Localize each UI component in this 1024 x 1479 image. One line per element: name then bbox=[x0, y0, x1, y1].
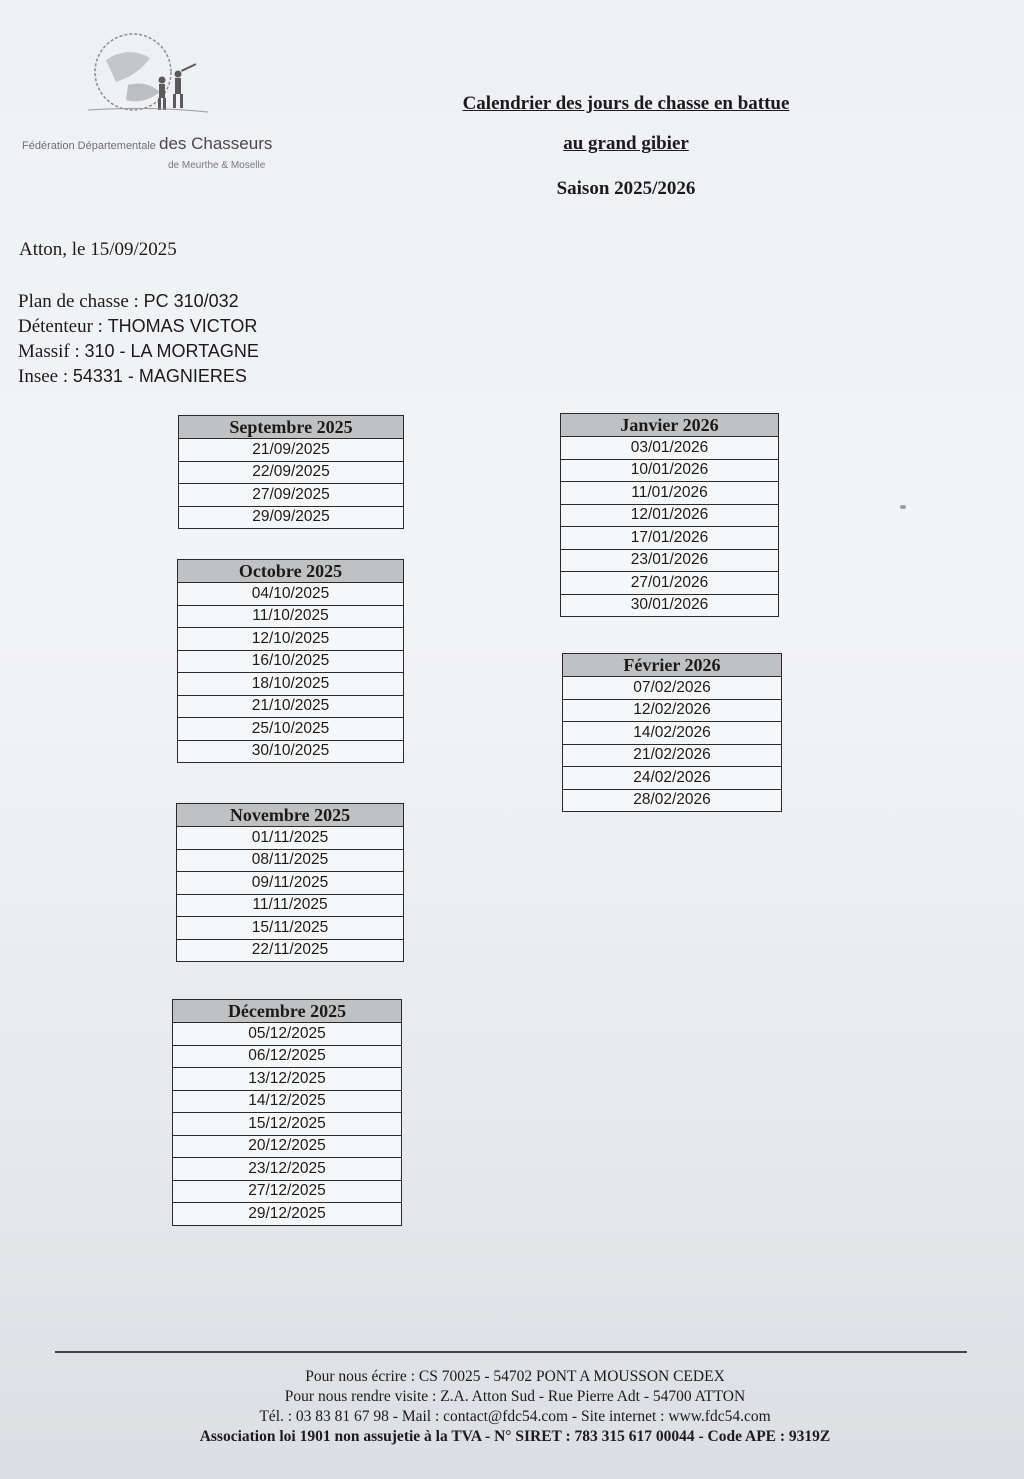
plan-row bbox=[18, 289, 259, 314]
month-header: Novembre 2025 bbox=[177, 804, 404, 827]
month-header: Octobre 2025 bbox=[178, 560, 404, 583]
hunt-date: 11/01/2026 bbox=[561, 482, 779, 505]
footer-phone-mail-web: Tél. : 03 83 81 67 98 - Mail : contact@fdc54.com - Site internet : www.fdc54.com bbox=[259, 1408, 771, 1425]
massif-label: Massif : bbox=[18, 341, 80, 362]
footer-visit-address: Pour nous rendre visite : Z.A. Atton Sud - Rue Pierre Adt - 54700 ATTON bbox=[284, 1388, 746, 1405]
plan-label: Plan de chasse : bbox=[18, 291, 139, 312]
hunt-date: 12/01/2026 bbox=[561, 504, 779, 527]
hunt-date: 30/10/2025 bbox=[178, 740, 404, 763]
document-subtitle: au grand gibier bbox=[563, 133, 689, 154]
month-table-february bbox=[562, 653, 782, 812]
hunt-date: 22/11/2025 bbox=[177, 939, 404, 962]
footer-legal-info: Association loi 1901 non assujetie à la TVA - N° SIRET : 783 315 617 00044 - Code APE : 9319Z bbox=[199, 1428, 831, 1445]
month-table-october bbox=[177, 559, 404, 763]
hunt-date: 07/02/2026 bbox=[563, 677, 782, 700]
insee-value: 54331 - MAGNIERES bbox=[72, 366, 247, 386]
hunt-date: 22/09/2025 bbox=[179, 461, 404, 484]
month-table-december bbox=[172, 999, 402, 1226]
hunt-date: 27/12/2025 bbox=[173, 1180, 402, 1203]
hunt-date: 13/12/2025 bbox=[173, 1068, 402, 1091]
hunt-date: 17/01/2026 bbox=[561, 527, 779, 550]
month-table-november bbox=[176, 803, 404, 962]
month-header: Janvier 2026 bbox=[561, 414, 779, 437]
hunt-date: 01/11/2025 bbox=[177, 827, 404, 850]
hunt-date: 04/10/2025 bbox=[178, 583, 404, 606]
hunt-date: 25/10/2025 bbox=[178, 718, 404, 741]
hunt-date: 11/10/2025 bbox=[178, 605, 404, 628]
hunt-date: 15/11/2025 bbox=[177, 917, 404, 940]
federation-logo bbox=[18, 30, 308, 180]
holder-value: THOMAS VICTOR bbox=[107, 316, 258, 336]
month-header: Décembre 2025 bbox=[173, 1000, 402, 1023]
hunters-globe-icon bbox=[88, 30, 218, 120]
month-header: Septembre 2025 bbox=[179, 416, 404, 439]
month-table-september bbox=[178, 415, 404, 529]
hunt-date: 23/01/2026 bbox=[561, 549, 779, 572]
hunt-date: 14/02/2026 bbox=[563, 722, 782, 745]
logo-text-line2: de Meurthe & Moselle bbox=[168, 160, 266, 171]
hunt-date: 05/12/2025 bbox=[173, 1023, 402, 1046]
hunt-date: 12/02/2026 bbox=[563, 699, 782, 722]
season-label: Saison 2025/2026 bbox=[556, 178, 696, 199]
month-header: Février 2026 bbox=[563, 654, 782, 677]
footer-divider bbox=[55, 1351, 967, 1353]
hunt-date: 24/02/2026 bbox=[563, 767, 782, 790]
hunt-date: 30/01/2026 bbox=[561, 594, 779, 617]
insee-row bbox=[18, 364, 259, 389]
hunting-plan-info bbox=[18, 289, 259, 389]
holder-label: Détenteur : bbox=[18, 316, 103, 337]
document-title: Calendrier des jours de chasse en battue bbox=[462, 93, 790, 114]
hunt-date: 21/10/2025 bbox=[178, 695, 404, 718]
logo-text-small: Fédération Départementale bbox=[22, 140, 156, 152]
hunt-date: 23/12/2025 bbox=[173, 1158, 402, 1181]
hunt-date: 21/02/2026 bbox=[563, 744, 782, 767]
hunt-date: 21/09/2025 bbox=[179, 439, 404, 462]
massif-value: 310 - LA MORTAGNE bbox=[84, 341, 259, 361]
hunt-date: 06/12/2025 bbox=[173, 1045, 402, 1068]
hunt-date: 14/12/2025 bbox=[173, 1090, 402, 1113]
hunt-date: 18/10/2025 bbox=[178, 673, 404, 696]
hunt-date: 09/11/2025 bbox=[177, 872, 404, 895]
footer-postal-address: Pour nous écrire : CS 70025 - 54702 PONT A MOUSSON CEDEX bbox=[305, 1368, 725, 1385]
hunt-date: 11/11/2025 bbox=[177, 894, 404, 917]
insee-label: Insee : bbox=[18, 366, 69, 387]
hunt-date: 20/12/2025 bbox=[173, 1135, 402, 1158]
hunt-date: 15/12/2025 bbox=[173, 1113, 402, 1136]
hunt-date: 29/09/2025 bbox=[179, 506, 404, 529]
massif-row bbox=[18, 339, 259, 364]
hunt-date: 08/11/2025 bbox=[177, 849, 404, 872]
hunt-date: 12/10/2025 bbox=[178, 628, 404, 651]
plan-value: PC 310/032 bbox=[143, 291, 239, 311]
month-table-january bbox=[560, 413, 779, 617]
hunt-date: 16/10/2025 bbox=[178, 650, 404, 673]
holder-row bbox=[18, 314, 259, 339]
logo-text-line1 bbox=[22, 134, 272, 154]
hunt-date: 27/01/2026 bbox=[561, 572, 779, 595]
hunt-date: 03/01/2026 bbox=[561, 437, 779, 460]
logo-text-big: des Chasseurs bbox=[158, 134, 273, 153]
hunt-date: 28/02/2026 bbox=[563, 789, 782, 812]
hunt-date: 29/12/2025 bbox=[173, 1203, 402, 1226]
place-date: Atton, le 15/09/2025 bbox=[19, 239, 177, 260]
hunt-date: 27/09/2025 bbox=[179, 484, 404, 507]
footer-contact bbox=[100, 1367, 930, 1447]
paper-speck bbox=[900, 505, 906, 509]
hunt-date: 10/01/2026 bbox=[561, 459, 779, 482]
